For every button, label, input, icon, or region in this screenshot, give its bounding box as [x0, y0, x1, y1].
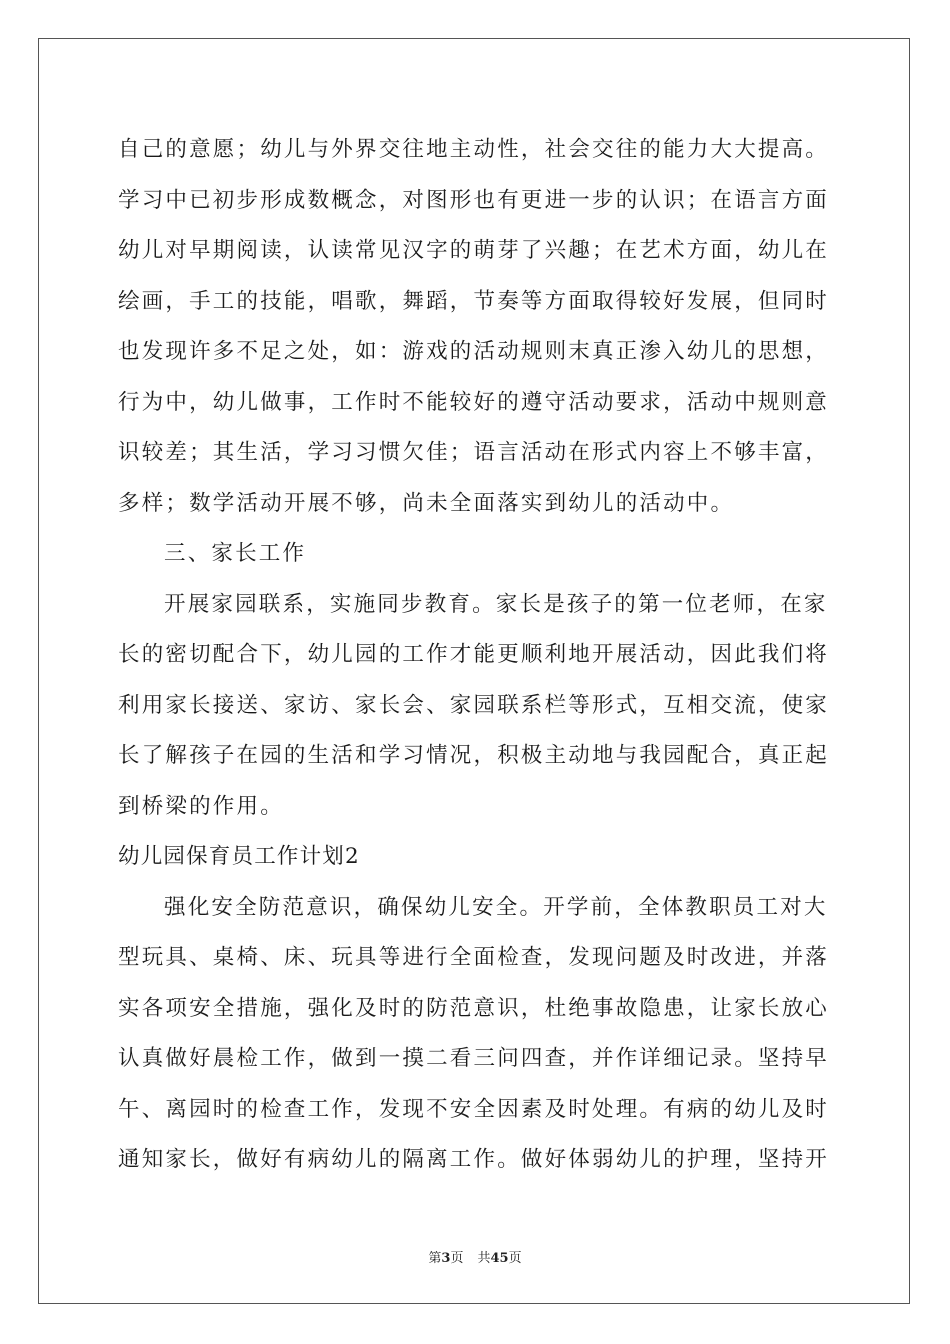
text-line: 行为中，幼儿做事，工作时不能较好的遵守活动要求，活动中规则意 [118, 389, 830, 415]
footer-total-suffix: 页 [508, 1251, 522, 1266]
text-line: 认真做好晨检工作，做到一摸二看三问四查，并作详细记录。坚持早 [118, 1046, 830, 1071]
footer-page-suffix: 页 [450, 1251, 464, 1266]
total-pages: 45 [490, 1251, 509, 1266]
text-line: 多样；数学活动开展不够，尚未全面落实到幼儿的活动中。 [118, 490, 735, 516]
text-line: 幼儿对早期阅读，认读常见汉字的萌芽了兴趣；在艺术方面，幼儿在 [118, 238, 830, 263]
text-line: 长了解孩子在园的生活和学习情况，积极主动地与我园配合，真正起 [118, 743, 830, 768]
text-line: 型玩具、桌椅、床、玩具等进行全面检查，发现问题及时改进，并落 [118, 945, 830, 970]
text-line: 开展家园联系，实施同步教育。家长是孩子的第一位老师，在家 [164, 591, 828, 617]
document-body [118, 125, 834, 1186]
text-line: 实各项安全措施，强化及时的防范意识，杜绝事故隐患，让家长放心 [118, 995, 830, 1021]
text-line: 长的密切配合下，幼儿园的工作才能更顺利地开展活动，因此我们将 [118, 642, 830, 667]
text-line: 利用家长接送、家访、家长会、家园联系栏等形式，互相交流，使家 [118, 692, 830, 718]
text-line: 也发现许多不足之处，如：游戏的活动规则末真正渗入幼儿的思想， [118, 339, 830, 364]
text-line: 强化安全防范意识，确保幼儿安全。开学前，全体教职员工对大 [164, 894, 828, 920]
page-number: 3 [441, 1251, 451, 1266]
text-line: 学习中已初步形成数概念，对图形也有更进一步的认识；在语言方面 [118, 187, 830, 213]
footer-prefix: 第 [428, 1251, 442, 1266]
text-line: 到桥梁的作用。 [118, 793, 284, 819]
footer-total-prefix: 共 [477, 1251, 491, 1266]
text-line: 自己的意愿；幼儿与外界交往地主动性，社会交往的能力大大提高。 [118, 137, 830, 162]
section-heading: 三、家长工作 [164, 541, 307, 566]
text-line: 通知家长，做好有病幼儿的隔离工作。做好体弱幼儿的护理，坚持开 [118, 1147, 830, 1172]
text-line: 绘画，手工的技能，唱歌，舞蹈，节奏等方面取得较好发展，但同时 [118, 288, 830, 314]
text-line: 午、离园时的检查工作，发现不安全因素及时处理。有病的幼儿及时 [118, 1096, 830, 1122]
document-title: 幼儿园保育员工作计划2 [118, 844, 360, 869]
text-line: 识较差；其生活，学习习惯欠佳；语言活动在形式内容上不够丰富， [118, 440, 830, 465]
page-footer [0, 1247, 950, 1266]
